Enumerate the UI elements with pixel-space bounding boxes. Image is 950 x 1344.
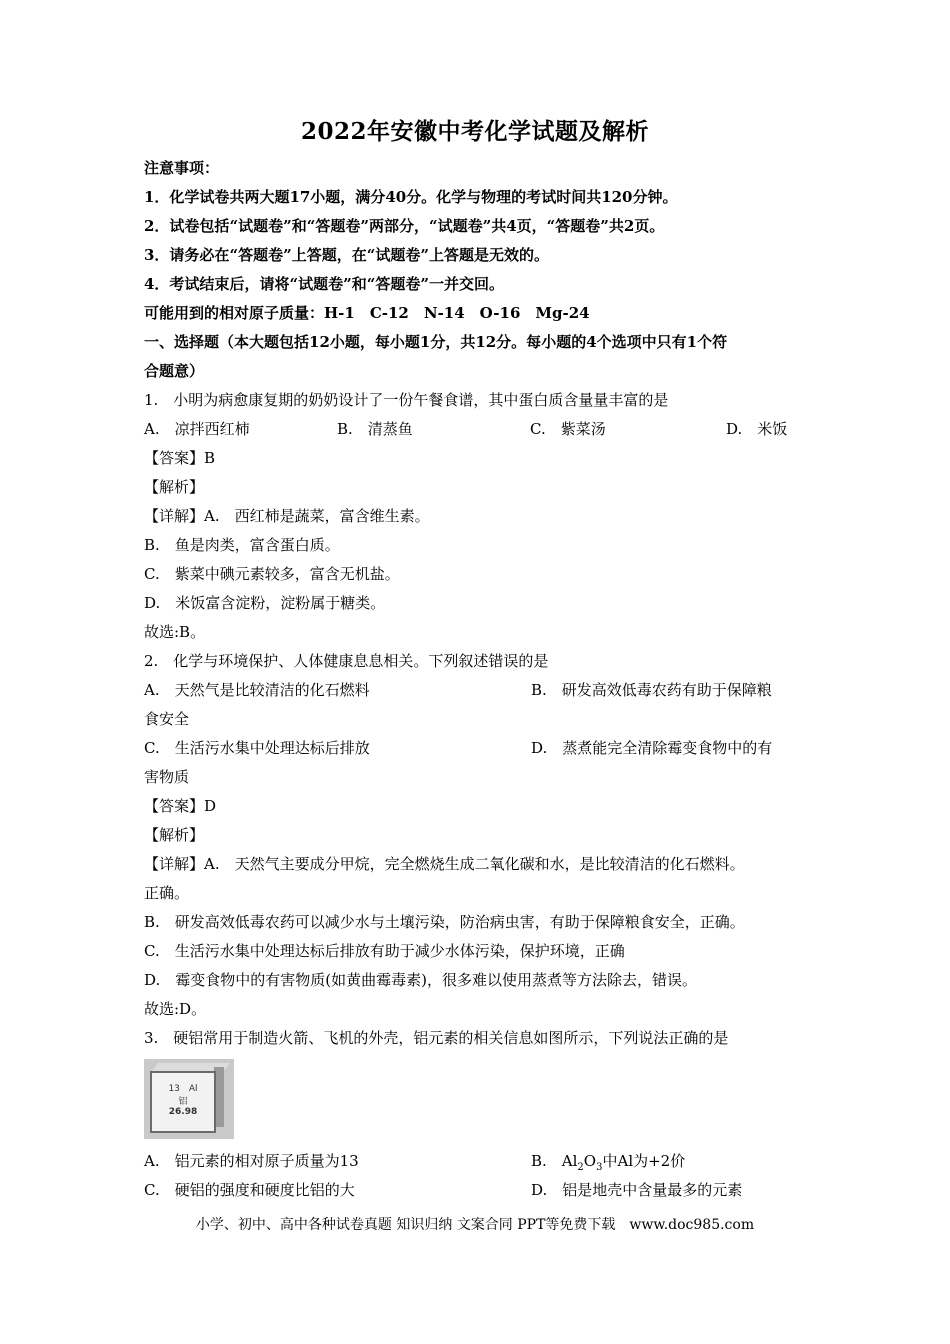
q3-option-b-sub2: 3 [596, 1162, 603, 1173]
element-number-symbol: 13 Al [168, 1084, 198, 1094]
q1-answer: 【答案】B [144, 449, 216, 467]
q2-detail: B. 研发高效低毒农药可以减少水与土壤污染，防治病虫害，有助于保障粮食安全，正确。 [144, 913, 745, 931]
q3-option-b-post: 中Al为+2价 [602, 1152, 686, 1170]
q2-option-d: D. 蒸煮能完全清除霉变食物中的有 [531, 739, 773, 757]
q1-stem: 1. 小明为病愈康复期的奶奶设计了一份午餐食谱，其中蛋白质含量量丰富的是 [144, 391, 669, 409]
q2-detail: 【详解】A. 天然气主要成分甲烷，完全燃烧生成二氧化碳和水，是比较清洁的化石燃料。 [144, 855, 745, 873]
q1-detail: D. 米饭富含淀粉，淀粉属于糖类。 [144, 594, 386, 612]
q3-option-b-sub1: 2 [577, 1162, 584, 1173]
q2-detail: C. 生活污水集中处理达标后排放有助于减少水体污染，保护环境，正确 [144, 942, 625, 960]
notice-item: 2．试卷包括“试题卷”和“答题卷”两部分，“试题卷”共4页，“答题卷”共2页。 [144, 217, 665, 235]
element-mass: 26.98 [168, 1107, 198, 1117]
q1-detail: 【详解】A. 西红柿是蔬菜，富含维生素。 [144, 507, 430, 525]
q2-detail: D. 霉变食物中的有害物质(如黄曲霉毒素)，很多难以使用蒸煮等方法除去，错误。 [144, 971, 697, 989]
q2-stem: 2. 化学与环境保护、人体健康息息相关。下列叙述错误的是 [144, 652, 549, 670]
q3-options-row2 [144, 1176, 824, 1205]
q1-options [144, 415, 824, 444]
element-cell [150, 1071, 216, 1133]
atomic-masses: 可能用到的相对原子质量：H-1 C-12 N-14 O-16 Mg-24 [144, 304, 590, 322]
notice-item: 3．请务必在“答题卷”上答题，在“试题卷”上答题是无效的。 [144, 246, 549, 264]
element-name: 铝 [178, 1097, 188, 1107]
page-footer: 小学、初中、高中各种试卷真题 知识归纳 文案合同 PPT等免费下载 www.doc985.com [195, 1217, 755, 1233]
q1-option-d: D. 米饭 [726, 420, 788, 438]
page-title: 2022年安徽中考化学试题及解析 [300, 118, 649, 145]
q2-options-row1 [144, 676, 824, 705]
q1-option-b: B. 清蒸鱼 [337, 420, 413, 438]
q2-answer: 【答案】D [144, 797, 217, 815]
q2-option-d-cont: 害物质 [144, 768, 190, 786]
q2-conclusion: 故选:D。 [144, 1000, 207, 1018]
notice-heading: 注意事项： [144, 159, 220, 177]
notice-item: 4．考试结束后，请将“试题卷”和“答题卷”一并交回。 [144, 275, 504, 293]
aluminum-element-figure [144, 1059, 234, 1139]
document-body [144, 154, 824, 1205]
q3-option-b [531, 1147, 685, 1176]
q2-option-b-cont: 食安全 [144, 710, 190, 728]
q2-analysis-label: 【解析】 [144, 826, 205, 844]
q3-option-d: D. 铝是地壳中含量最多的元素 [531, 1181, 743, 1199]
q2-option-c: C. 生活污水集中处理达标后排放 [144, 739, 370, 757]
q3-stem: 3. 硬铝常用于制造火箭、飞机的外壳，铝元素的相关信息如图所示，下列说法正确的是 [144, 1029, 729, 1047]
section-heading: 一、选择题（本大题包括12小题，每小题1分，共12分。每小题的4个选项中只有1个符 [144, 333, 728, 351]
q1-detail: B. 鱼是肉类，富含蛋白质。 [144, 536, 340, 554]
q1-detail: C. 紫菜中碘元素较多，富含无机盐。 [144, 565, 400, 583]
q1-conclusion: 故选:B。 [144, 623, 206, 641]
q2-detail: 正确。 [144, 884, 190, 902]
q2-options-row2 [144, 734, 824, 763]
notice-item: 1．化学试卷共两大题17小题，满分40分。化学与物理的考试时间共120分钟。 [144, 188, 678, 206]
section-heading-cont: 合题意） [144, 362, 205, 380]
q3-options-row1 [144, 1147, 824, 1176]
q3-option-b-pre: B. Al [531, 1152, 578, 1170]
q1-option-a: A. 凉拌西红柿 [144, 420, 250, 438]
q3-option-a: A. 铝元素的相对原子质量为13 [144, 1152, 359, 1170]
q2-option-b: B. 研发高效低毒农药有助于保障粮 [531, 681, 772, 699]
q1-analysis-label: 【解析】 [144, 478, 205, 496]
q3-option-b-mid: O [583, 1152, 597, 1170]
q1-option-c: C. 紫菜汤 [530, 420, 606, 438]
q2-option-a: A. 天然气是比较清洁的化石燃料 [144, 681, 370, 699]
q3-option-c: C. 硬铝的强度和硬度比铝的大 [144, 1181, 355, 1199]
